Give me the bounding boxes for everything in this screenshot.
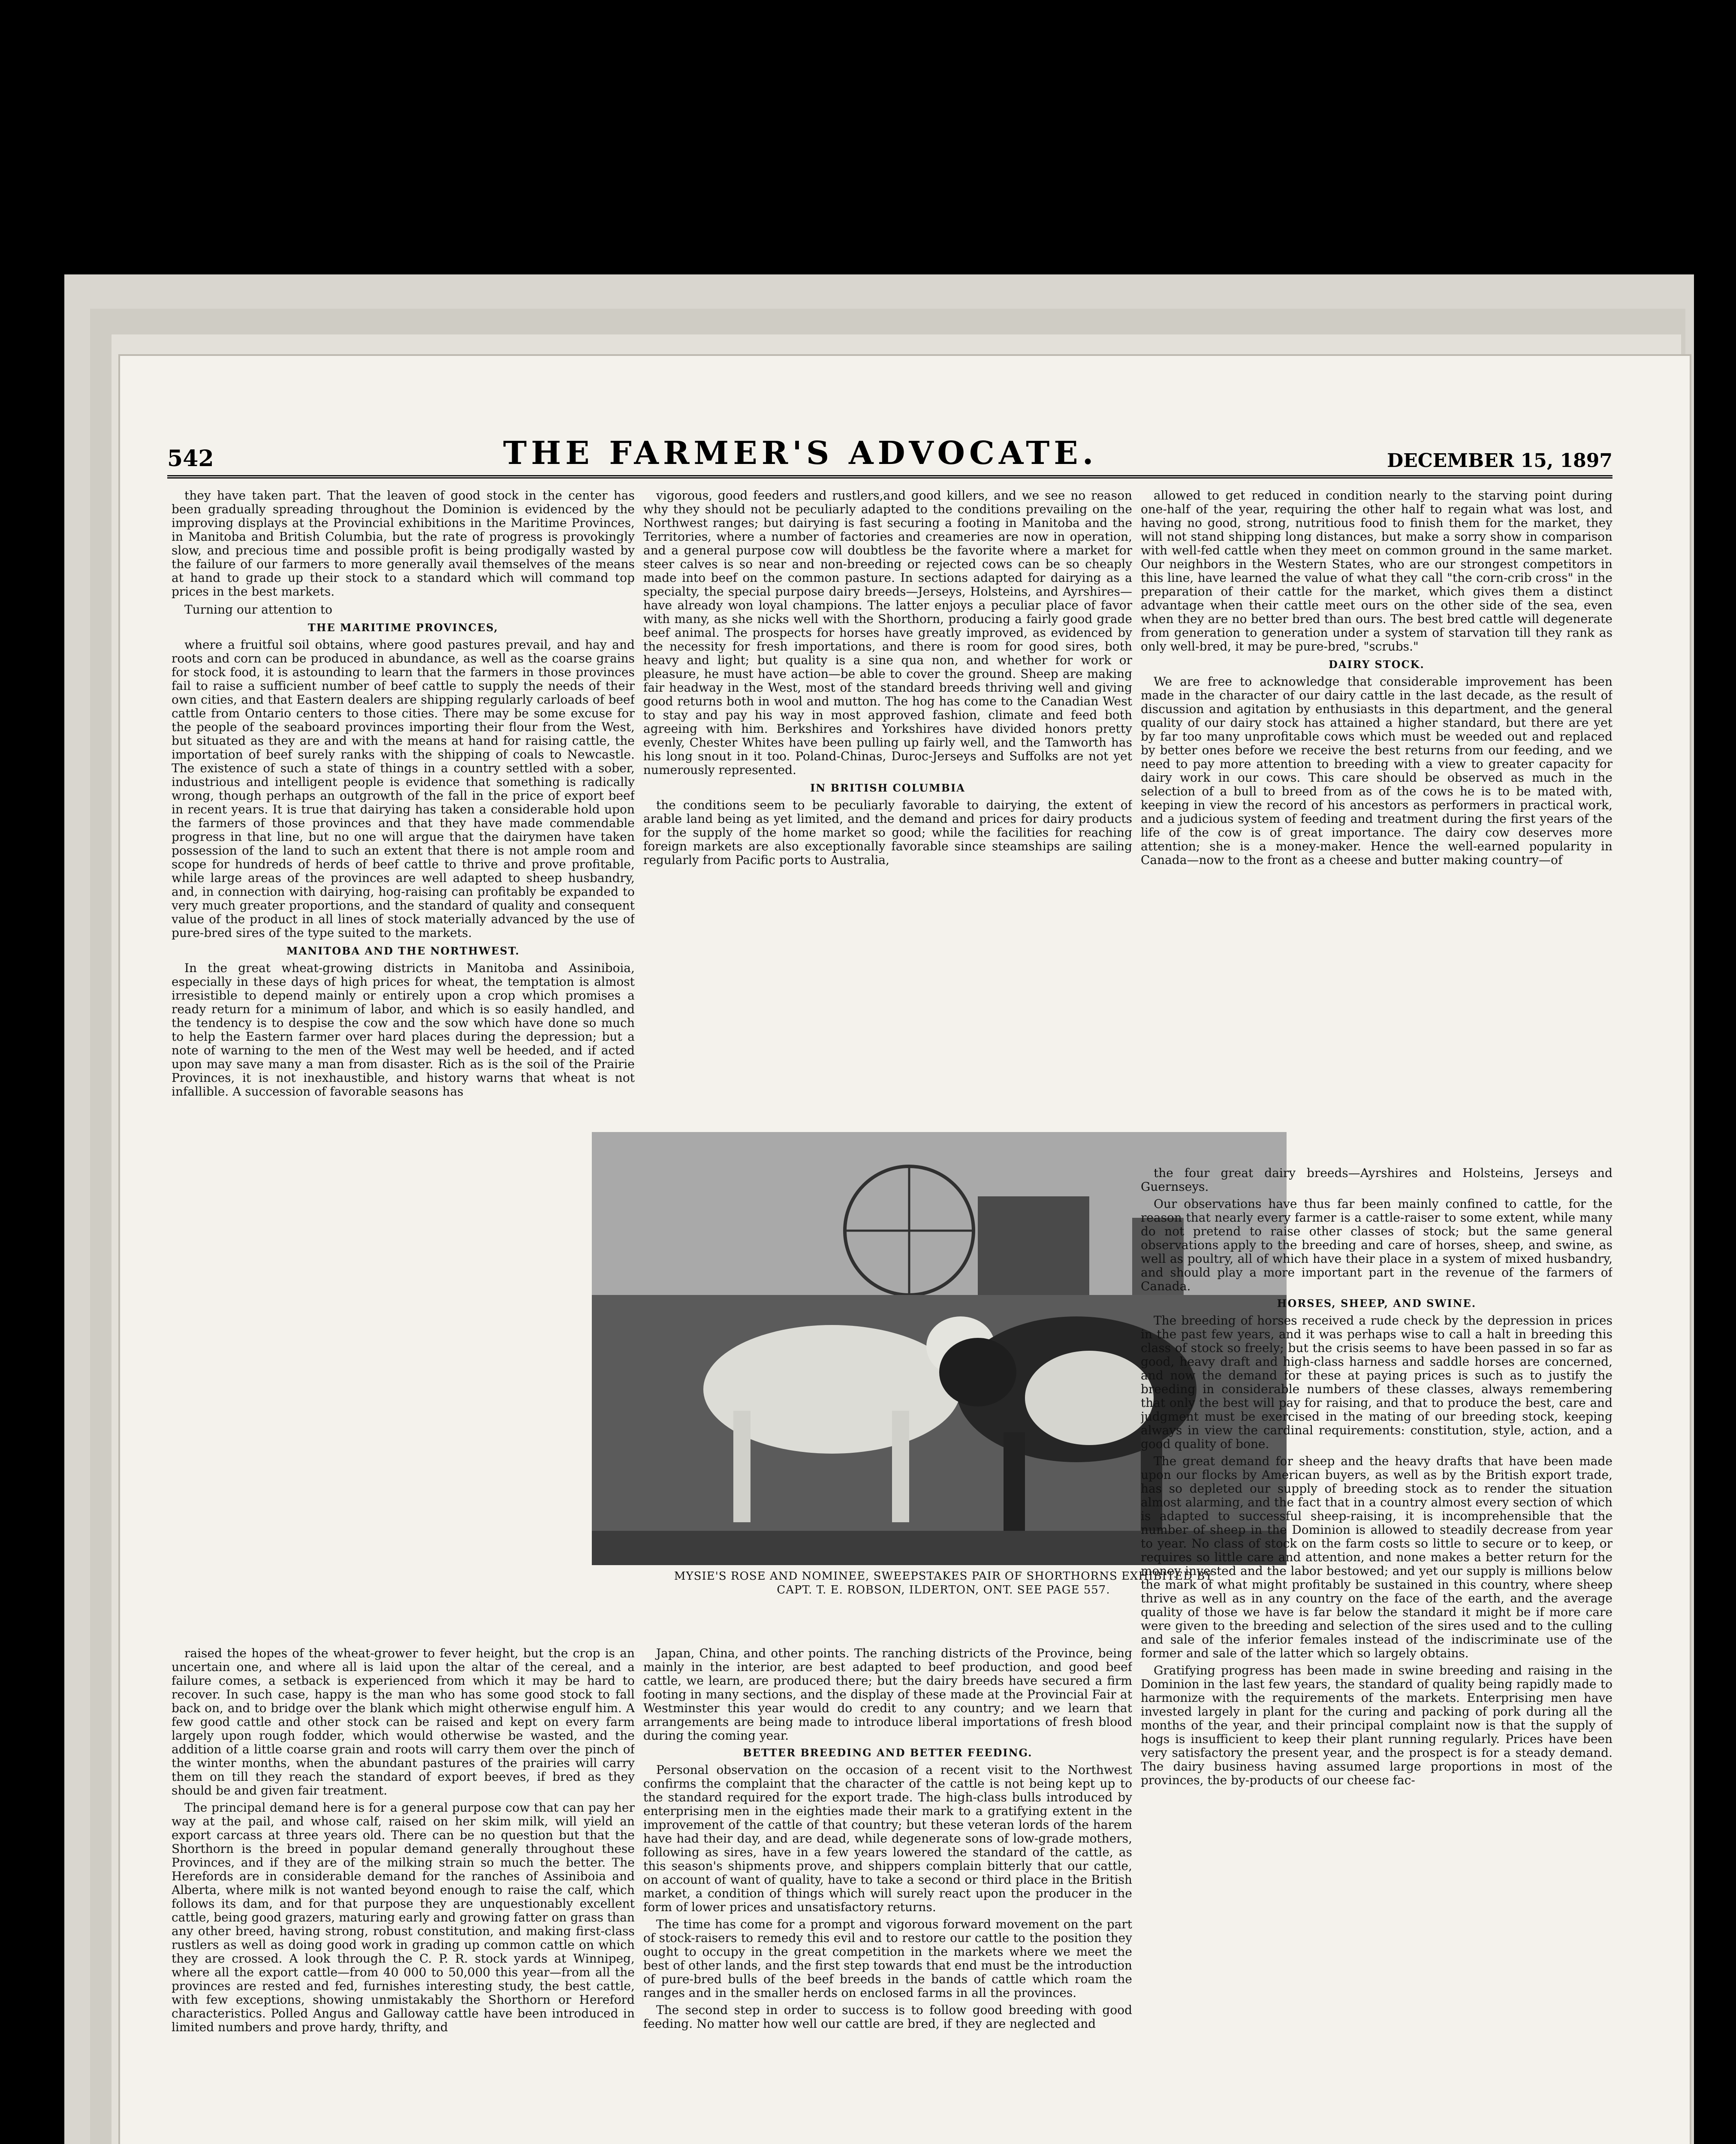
paragraph: Personal observation on the occasion of a recent visit to the Northwest confirms the complaint that the character of the cattle is not being kept up to the standard required for the export trade. The high-class bulls introduced by enterprising men in the eighties made their mark to a gratifying extent in the improvement of the cattle of that country; but these veteran lords of the harem have had their day, and are dead, while degenerate sons of low-grade mothers, following as sires, have in a few years lowered the standard of the cattle, as this season's shipments prove, and shippers complain bitterly that our cattle, on account of want of quality, have to take a second or third place in the British market, a condition of things which will surely react upon the producer in the form of lower prices and unsatisfactory returns.: [643, 1763, 1132, 1914]
paragraph: where a fruitful soil obtains, where good pastures prevail, and hay and roots and corn can be produced in abundance, as well as the coarse grains for stock food, it is astounding to learn that the farmers in those provinces fail to raise a sufficient number of beef cattle to supply the needs of their own cities, and that Eastern dealers are shipping regularly carloads of beef cattle from Ontario centers to those cities. There may be some excuse for the people of the seaboard provinces importing their flour from the West, but situated as they are and with the means at hand for raising cattle, the importation of beef surely ranks with the shipping of coals to Newcastle. The existence of such a state of things in a country settled with a sober, industrious and intelligent people is evidence that something is radically wrong, though perhaps an outgrowth of the fall in the price of export beef in recent years. It is true that dairying has taken a considerable hold upon the farmers of those provinces and that they have made commendable progress in that line, but no one will argue that the dairymen have taken possession of the land to such an extent that there is not ample room and scope for hundreds of herds of beef cattle to thrive and prove profitable, while large areas of the provinces are well adapted to sheep husbandry, and, in connection with dairying, hog-raising can profitably be expanded to very much greater proportions, and the standard of quality and consequent value of the product in all lines of stock materially advanced by the use of pure-bred sires of the type suited to the markets.: [172, 638, 635, 940]
column-1-top: [172, 489, 635, 1621]
paragraph: The breeding of horses received a rude check by the depression in prices in the past few years, and it was perhaps wise to call a halt in breeding this class of stock so freely; but the crisis seems to have been passed in so far as good, heavy draft and high-class harness and saddle horses are concerned, and now the demand for these at paying prices is such as to justify the breeding in considerable numbers of these classes, always remembering that only the best will pay for raising, and that to produce the best, care and judgment must be exercised in the mating of our breeding stock, keeping always in view the cardinal requirements: constitution, style, action, and a good quality of bone.: [1141, 1313, 1612, 1451]
caption-line-1: MYSIE'S ROSE AND NOMINEE, SWEEPSTAKES PAIR OF SHORTHORNS EXHIBITED BY: [674, 1570, 1213, 1583]
paragraph: Turning our attention to: [184, 602, 333, 617]
page-number: 542: [167, 446, 214, 472]
paragraph: raised the hopes of the wheat-grower to fever height, but the crop is an uncertain one, and where all is laid upon the altar of the cereal, and a failure comes, a setback is experienced from which it may be hard to recover. In such case, happy is the man who has some good stock to fall back on, and to bridge over the blank which might otherwise engulf him. A few good cattle and other stock can be raised and kept on every farm largely upon rough fodder, which would otherwise be wasted, and the addition of a little coarse grain and roots will carry them over the pinch of the winter months, when the abundant pastures of the prairies will carry them on till they reach the standard of export beeves, if bred as they should be and given fair treatment.: [172, 1647, 635, 1798]
paragraph: The second step in order to success is to follow good breeding with good feeding. No matter how well our cattle are bred, if they are neglected and: [643, 2003, 1132, 2031]
masthead-title: THE FARMER'S ADVOCATE.: [503, 435, 1098, 472]
column-3-top: [1141, 489, 1612, 1158]
paragraph: the conditions seem to be peculiarly favorable to dairying, the extent of arable land being as yet limited, and the demand and prices for dairy products for the supply of the home market so good; while the facilities for reaching foreign markets are also exceptionally favorable since steamships are sailing regularly from Pacific ports to Australia,: [643, 798, 1132, 867]
film-edge-mark: [1612, 2118, 1677, 2125]
paragraph: Our observations have thus far been mainly confined to cattle, for the reason that nearly every farmer is a cattle-raiser to some extent, while many do not pretend to raise other classes of stock; but the same general observations apply to the breeding and care of horses, sheep, and swine, as well as poultry, all of which have their place in a system of mixed husbandry, and should play a more important part in the revenue of the farmers of Canada.: [1141, 1197, 1612, 1293]
paragraph: In the great wheat-growing districts in Manitoba and Assiniboia, especially in these days of high prices for wheat, the temptation is almost irresistible to depend mainly or entirely upon a crop which promises a ready return for a minimum of labor, and which is so easily handled, and the tendency is to despise the cow and the sow which have done so much to help the Eastern farmer over hard places during the depression; but a note of warning to the men of the West may well be heeded, and if acted upon may save many a man from disaster. Rich as is the soil of the Prairie Provinces, it is not inexhaustible, and history warns that wheat is not infallible. A succession of favorable seasons has: [172, 961, 635, 1099]
section-heading-dairy-stock: DAIRY STOCK.: [1329, 658, 1425, 671]
paragraph: The time has come for a prompt and vigorous forward movement on the part of stock-raisers to remedy this evil and to restore our cattle to the position they ought to occupy in the great competition in the markets where we meet the best of other lands, and the first step towards that end must be the introduction of pure-bred bulls of the beef breeds in the bands of cattle which roam the ranges and in the smaller herds on enclosed farms in all the provinces.: [643, 1917, 1132, 2000]
paragraph: they have taken part. That the leaven of good stock in the center has been gradually spreading throughout the Dominion is evidenced by the improving displays at the Provincial exhibitions in the Maritime Provinces, in Manitoba and British Columbia, but the rate of progress is provokingly slow, and precious time and possible profit is being prodigally wasted by the failure of our farmers to more generally avail themselves of the means at hand to grade up their stock to a standard which will command top prices in the best markets.: [172, 489, 635, 599]
section-heading-manitoba: MANITOBA AND THE NORTHWEST.: [286, 945, 520, 957]
column-2-top: [643, 489, 1132, 1123]
section-heading-better-breeding: BETTER BREEDING AND BETTER FEEDING.: [743, 1747, 1033, 1759]
paragraph: The principal demand here is for a general purpose cow that can pay her way at the pail, and whose calf, raised on her skim milk, will yield an export carcass at three years old. There can be no question but that the Shorthorn is the breed in popular demand generally throughout these Provinces, and if they are of the milking strain so much the better. The Herefords are in considerable demand for the ranches of Assiniboia and Alberta, where milk is not wanted beyond enough to raise the calf, which follows its dam, and for that purpose they are unquestionably excellent cattle, being good grazers, maturing early and growing fatter on grass than any other breed, having strong, robust constitution, and making first-class rustlers as well as doing good work in grading up common cattle on which they are crossed. A look through the C. P. R. stock yards at Winnipeg, where all the export cattle—from 40 000 to 50,000 this year—from all the provinces are rested and fed, furnishes interesting study, the best cattle, with few exceptions, showing unmistakably the Shorthorn or Hereford characteristics. Polled Angus and Galloway cattle have been introduced in limited numbers and prove hardy, thrifty, and: [172, 1801, 635, 2034]
paragraph: the four great dairy breeds—Ayrshires and Holsteins, Jerseys and Guernseys.: [1141, 1166, 1612, 1194]
paragraph: We are free to acknowledge that considerable improvement has been made in the character of our dairy cattle in the last decade, as the result of discussion and agitation by enthusiasts in this department, and the general quality of our dairy stock has attained a higher standard, but there are yet by far too many unprofitable cows which must be weeded out and replaced by better ones before we receive the best returns from our feeding, and we need to pay more attention to breeding with a view to greater capacity for dairy work in our cows. This care should be observed as much in the selection of a bull to breed from as of the cows he is to be mated with, keeping in view the record of his ancestors as performers in practical work, and a judicious system of feeding and treatment during the first years of the life of the cow is of great importance. The dairy cow deserves more attention; she is a money-maker. Hence the well-earned popularity in Canada—now to the front as a cheese and butter making country—of: [1141, 675, 1612, 867]
column-3-bottom: [1141, 1166, 1612, 2144]
column-2-bottom: [643, 1647, 1132, 2144]
paragraph: Japan, China, and other points. The ranching districts of the Province, being mainly in the interior, are best adapted to beef production, and good beef cattle, we learn, are produced there; but the dairy breeds have secured a firm footing in many sections, and the display of these made at the Provincial Fair at Westminster this year would do credit to any country; and we learn that arrangements are being made to introduce liberal importations of fresh blood during the coming year.: [643, 1647, 1132, 1743]
page-header: [167, 437, 1612, 479]
section-heading-british-columbia: IN BRITISH COLUMBIA: [810, 782, 965, 794]
section-heading-maritime: THE MARITIME PROVINCES,: [307, 621, 499, 634]
paragraph: allowed to get reduced in condition nearly to the starving point during one-half of the year, requiring the other half to regain what was lost, and having no good, strong, nutritious food to finish them for the market, they will not stand shipping long distances, but make a sorry show in comparison with well-fed cattle when they meet on common ground in the same market. Our neighbors in the Western States, who are our strongest competitors in this line, have learned the value of what they call "the corn-crib cross" in the preparation of their cattle for the market, which gives them a distinct advantage when their cattle meet ours on the other side of the sea, even when they are no better bred than ours. The best bred cattle will degenerate from generation to generation under a system of starvation till they rank as only well-bred, it may be pure-bred, "scrubs.": [1141, 489, 1612, 653]
section-heading-horses-sheep-swine: HORSES, SHEEP, AND SWINE.: [1277, 1297, 1477, 1310]
column-1-bottom: [172, 1647, 635, 2144]
paragraph: Gratifying progress has been made in swine breeding and raising in the Dominion in the last few years, the standard of quality being rapidly made to harmonize with the requirements of the markets. Enterprising men have invested largely in plant for the curing and packing of pork during all the months of the year, and their principal complaint now is that the supply of hogs is insufficient to keep their plant running regularly. Prices have been very satisfactory the present year, and the prospect is for a steady demand. The dairy business having assumed large proportions in most of the provinces, the by-products of our cheese fac-: [1141, 1663, 1612, 1787]
paragraph: The great demand for sheep and the heavy drafts that have been made upon our flocks by American buyers, as well as by the British export trade, has so depleted our supply of breeding stock as to render the situation almost alarming, and the fact that in a country almost every section of which is adapted to successful sheep-raising, it is incomprehensible that the number of sheep in the Dominion is allowed to steadily decrease from year to year. No class of stock on the farm costs so little to secure or to keep, or requires so little care and attention, and none makes a better return for the money invested and the labor bestowed; and yet our supply is millions below the mark of what might profitably be sustained in this country, where sheep thrive as well as in any country on the face of the earth, and the average quality of those we have is far below the standard it might be if more care were given to the breeding and selection of the sires used and to the culling and sale of the inferior females instead of the indiscriminate use of the former and sale of the latter which so largely obtains.: [1141, 1454, 1612, 1660]
caption-line-2: CAPT. T. E. ROBSON, ILDERTON, ONT. SEE PAGE 557.: [777, 1584, 1110, 1596]
issue-date: DECEMBER 15, 1897: [1387, 450, 1612, 472]
paragraph: vigorous, good feeders and rustlers,and good killers, and we see no reason why they should not be peculiarly adapted to the conditions prevailing on the Northwest ranges; but dairying is fast securing a footing in Manitoba and the Territories, where a number of factories and creameries are now in operation, and a general purpose cow will doubtless be the favorite where a market for steer calves is so near and non-breeding or rejected cows can be so cheaply made into beef on the common pasture. In sections adapted for dairying as a specialty, the special purpose dairy breeds—Jerseys, Holsteins, and Ayrshires—have already won loyal champions. The latter enjoys a peculiar place of favor with many, as she nicks well with the Shorthorn, producing a fairly good grade beef animal. The prospects for horses have greatly improved, as evidenced by the necessity for fresh importations, and there is room for good sires, both heavy and light; but quality is a sine qua non, and whether for work or pleasure, he must have action—be able to cover the ground. Sheep are making fair headway in the West, most of the standard breeds thriving well and giving good returns both in wool and mutton. The hog has come to the Canadian West to stay and pay his way in most approved fashion, climate and feed both agreeing with him. Berkshires and Yorkshires have divided honors pretty evenly, Chester Whites have been pulling up fairly well, and the Tamworth has his long snout in it too. Poland-Chinas, Duroc-Jerseys and Suffolks are not yet numerously represented.: [643, 489, 1132, 777]
